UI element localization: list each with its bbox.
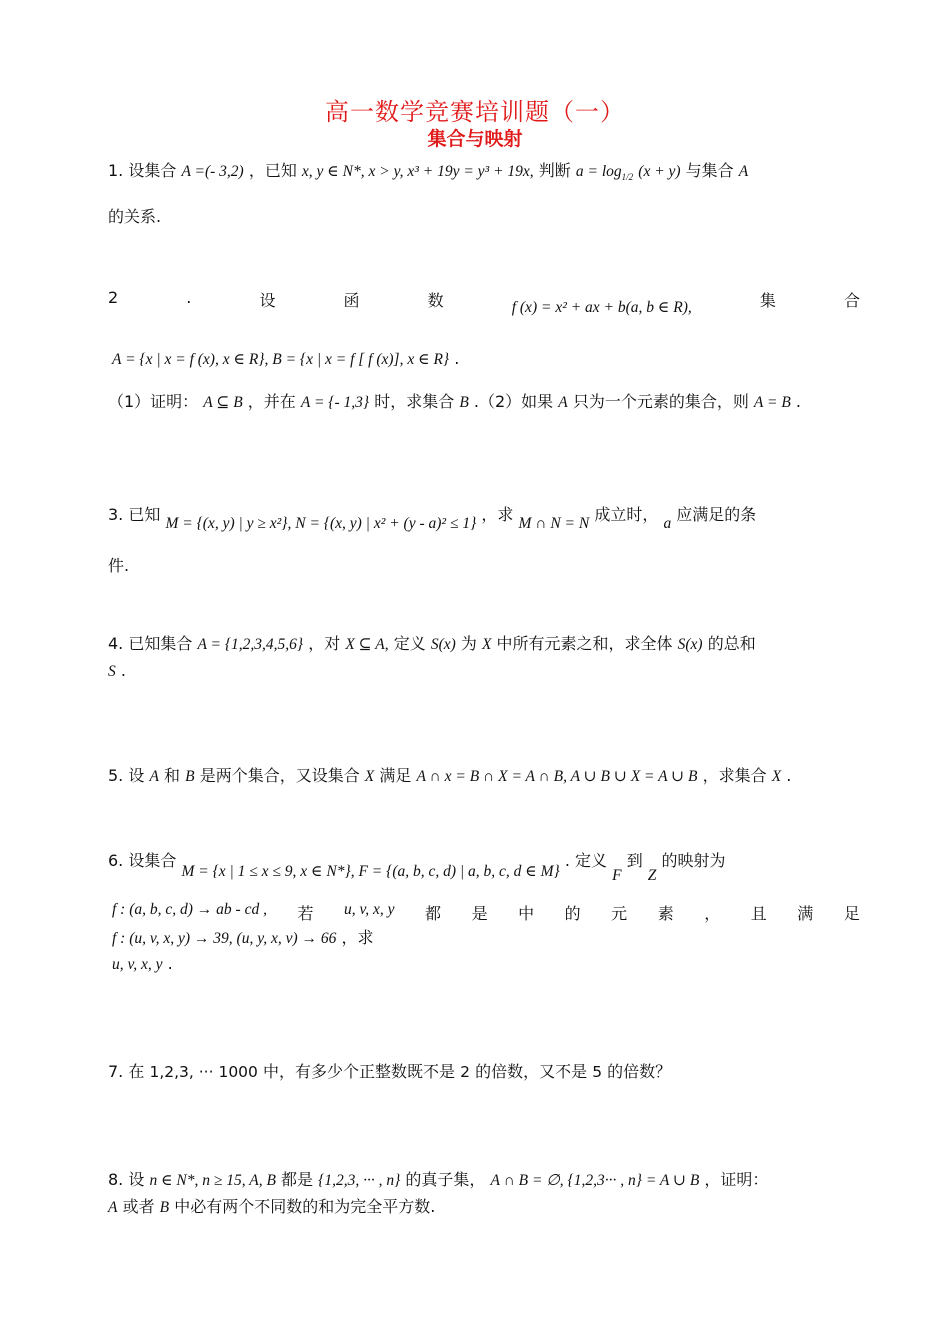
page-title: 高一数学竞赛培训题（一） — [325, 98, 625, 126]
problem-8-or: 或者 — [122, 1197, 155, 1216]
problem-5-equation: A ∩ x = B ∩ X = A ∩ B, A ∪ B ∪ X = A ∪ B — [416, 768, 698, 785]
problem-6-word: 中 — [518, 904, 535, 923]
problem-4-lead: 4. 已知集合 — [108, 634, 193, 653]
problem-2-and: ，并在 — [247, 392, 296, 411]
problem-6-line-2 — [112, 901, 860, 924]
problem-3-a: a — [663, 515, 672, 532]
problem-5-B: B — [185, 768, 195, 785]
problem-2-part-1: （1）证明： — [108, 392, 199, 411]
problem-6-F: F — [612, 867, 622, 884]
problem-2-word: 集 — [759, 291, 776, 310]
problem-1-log: a = log — [575, 163, 622, 180]
problem-1-log-arg: (x + y) — [638, 163, 681, 180]
problem-8-equation: A ∩ B = ∅, {1,2,3··· , n} = A ∪ B — [490, 1172, 700, 1189]
problem-2-when: 时，求集合 — [374, 392, 455, 411]
problem-1-set-A: A — [738, 163, 749, 180]
problem-6-word: 元 — [611, 904, 628, 923]
page-subtitle: 集合与映射 — [427, 128, 523, 150]
problem-8-mid: 都是 — [281, 1170, 314, 1189]
problem-7-two: 2 — [460, 1063, 470, 1081]
problem-2-set-A: A — [558, 394, 568, 411]
problem-3-tail: 应满足的条 — [676, 505, 757, 524]
problem-5-satisfy: 满足 — [379, 766, 412, 785]
problem-2-A-value: A = {- 1,3} — [300, 394, 370, 411]
problem-4-as: 为 — [460, 634, 477, 653]
problem-8-mid2: 的真子集， — [405, 1170, 486, 1189]
problem-7-five: 5 — [592, 1063, 603, 1081]
problem-1-judge: 判断 — [538, 161, 571, 180]
problem-3-sets: M = {(x, y) | y ≥ x²}, N = {(x, y) | x² + (y - a)² ≤ 1} — [165, 515, 477, 532]
problem-3-line-1 — [108, 504, 757, 532]
problem-8-line-2-text: 中必有两个不同数的和为完全平方数. — [174, 1197, 436, 1216]
problem-2-A-equals-B: A = B — [753, 394, 791, 411]
problem-1-line-2: 的关系. — [108, 207, 162, 226]
problem-5-lead: 5. 设 — [108, 766, 145, 785]
problem-4-set: A = {1,2,3,4,5,6} — [197, 636, 304, 653]
problem-2-sets: A = {x | x = f (x), x ∈ R}, B = {x | x = f [ f (x)], x ∈ R} — [112, 351, 450, 368]
problem-2-set-B: B — [459, 394, 469, 411]
problem-6-word: 满 — [797, 904, 814, 923]
problem-4-line-2 — [108, 660, 126, 683]
problem-6-condition: f : (u, v, x, y) → 39, (u, y, x, v) → 66 — [112, 930, 337, 947]
problem-6-word: ， — [704, 904, 721, 923]
problem-6-word: 都 — [425, 904, 442, 923]
problem-2-end: . — [795, 392, 801, 411]
problem-7-line-1 — [108, 1061, 671, 1083]
problem-7-range: 1,2,3, ··· 1000 — [149, 1063, 258, 1081]
problem-2-line-1 — [108, 288, 860, 317]
problem-4-X: X ⊆ A, — [345, 636, 389, 653]
problem-6-word: 若 — [297, 904, 314, 923]
problem-3-condition: M ∩ N = N — [518, 515, 590, 532]
problem-6-word: 是 — [471, 904, 488, 923]
problem-8-line-2 — [108, 1196, 435, 1219]
problem-4-X2: X — [481, 636, 492, 653]
problem-8-B: B — [159, 1199, 170, 1216]
problem-1-with: 与集合 — [685, 161, 734, 180]
problem-6-sets: M = {x | 1 ≤ x ≤ 9, x ∈ N*}, F = {(a, b, c, d) | a, b, c, d ∈ M} — [181, 863, 560, 880]
problem-6-vars: u, v, x, y — [112, 956, 163, 973]
problem-6-word: 且 — [750, 904, 767, 923]
problem-5-mid: 是两个集合，又设集合 — [199, 766, 360, 785]
problem-8-A: A — [108, 1199, 118, 1216]
problem-1-condition: x, y ∈ N*, x > y, x³ + 19y = y³ + 19x, — [301, 163, 534, 180]
problem-8-line-1 — [108, 1169, 768, 1192]
problem-4-tail: 中所有元素之和，求全体 — [496, 634, 673, 653]
problem-2-word: 设 — [259, 291, 276, 310]
problem-5-X: X — [364, 768, 375, 785]
problem-4-Sx: S(x) — [430, 636, 456, 653]
problem-7-tail: 的倍数？ — [607, 1062, 672, 1081]
problem-6-Z: Z — [647, 867, 657, 884]
problem-3-when: 成立时， — [594, 505, 659, 524]
problem-3-lead: 3. 已知 — [108, 505, 161, 524]
problem-2-only: 只为一个元素的集合，则 — [572, 392, 749, 411]
problem-1-line-1 — [108, 160, 748, 188]
problem-4-S: S — [108, 663, 116, 680]
problem-1-known: ，已知 — [248, 161, 297, 180]
problem-8-set: {1,2,3, ··· , n} — [318, 1172, 401, 1189]
problem-6-word: 素 — [657, 904, 674, 923]
problem-2-line-2 — [112, 348, 459, 371]
problem-2-word: 合 — [843, 291, 860, 310]
problem-4-end: . — [120, 661, 126, 680]
problem-2-word: 2 — [108, 288, 119, 307]
problem-5-line-1 — [108, 765, 791, 788]
problem-6-line-1 — [108, 850, 726, 884]
problem-6-end: . — [167, 954, 173, 973]
problem-2-word: 函 — [343, 291, 360, 310]
problem-4-def: 定义 — [393, 634, 426, 653]
problem-5-and: 和 — [164, 766, 181, 785]
problem-2-part-2: .（2）如果 — [473, 392, 554, 411]
problem-4-tail2: 的总和 — [707, 634, 756, 653]
problem-6-word: 足 — [843, 904, 860, 923]
problem-6-map: 的映射为 — [661, 851, 726, 870]
problem-6-to: 到 — [626, 851, 643, 870]
problem-2-function: f (x) = x² + ax + b(a, b ∈ R), — [511, 299, 692, 316]
problem-3-line-2: 件. — [108, 556, 130, 575]
problem-6-seek: ，求 — [341, 928, 374, 947]
problem-2-word: 数 — [427, 291, 444, 310]
problem-7-lead: 7. 在 — [108, 1062, 145, 1081]
problem-6-word: 的 — [564, 904, 581, 923]
problem-5-A: A — [149, 768, 159, 785]
problem-6-vars-inline: u, v, x, y — [344, 901, 395, 918]
problem-4-for: ，对 — [308, 634, 341, 653]
problem-3-seek: ，求 — [481, 505, 514, 524]
problem-1-lead: 1. 设集合 — [108, 161, 177, 180]
problem-8-lead: 8. 设 — [108, 1170, 145, 1189]
problem-4-line-1 — [108, 633, 756, 656]
problem-8-tail: ，证明： — [704, 1170, 769, 1189]
problem-5-X2: X — [771, 768, 782, 785]
problem-6-line-4 — [112, 953, 173, 976]
problem-6-fmap: f : (a, b, c, d) → ab - cd , — [112, 901, 267, 918]
problem-1-log-base: 1/2 — [621, 172, 634, 183]
problem-1-set: A =(- 3,2) — [181, 163, 244, 180]
problem-4-Sx2: S(x) — [677, 636, 703, 653]
problem-8-condition: n ∈ N*, n ≥ 15, A, B — [149, 1172, 276, 1189]
problem-7-mid2: 的倍数，又不是 — [475, 1062, 588, 1081]
problem-7-mid: 中，有多少个正整数既不是 — [263, 1062, 456, 1081]
problem-2-word: . — [186, 288, 192, 307]
problem-2-subset: A ⊆ B — [203, 394, 243, 411]
problem-5-tail: ，求集合 — [702, 766, 767, 785]
problem-2-dot: . — [454, 349, 460, 368]
problem-6-lead: 6. 设集合 — [108, 851, 177, 870]
problem-6-define: . 定义 — [564, 851, 608, 870]
problem-5-end: . — [786, 766, 792, 785]
problem-6-line-3 — [112, 927, 374, 950]
problem-2-line-3 — [108, 391, 801, 414]
